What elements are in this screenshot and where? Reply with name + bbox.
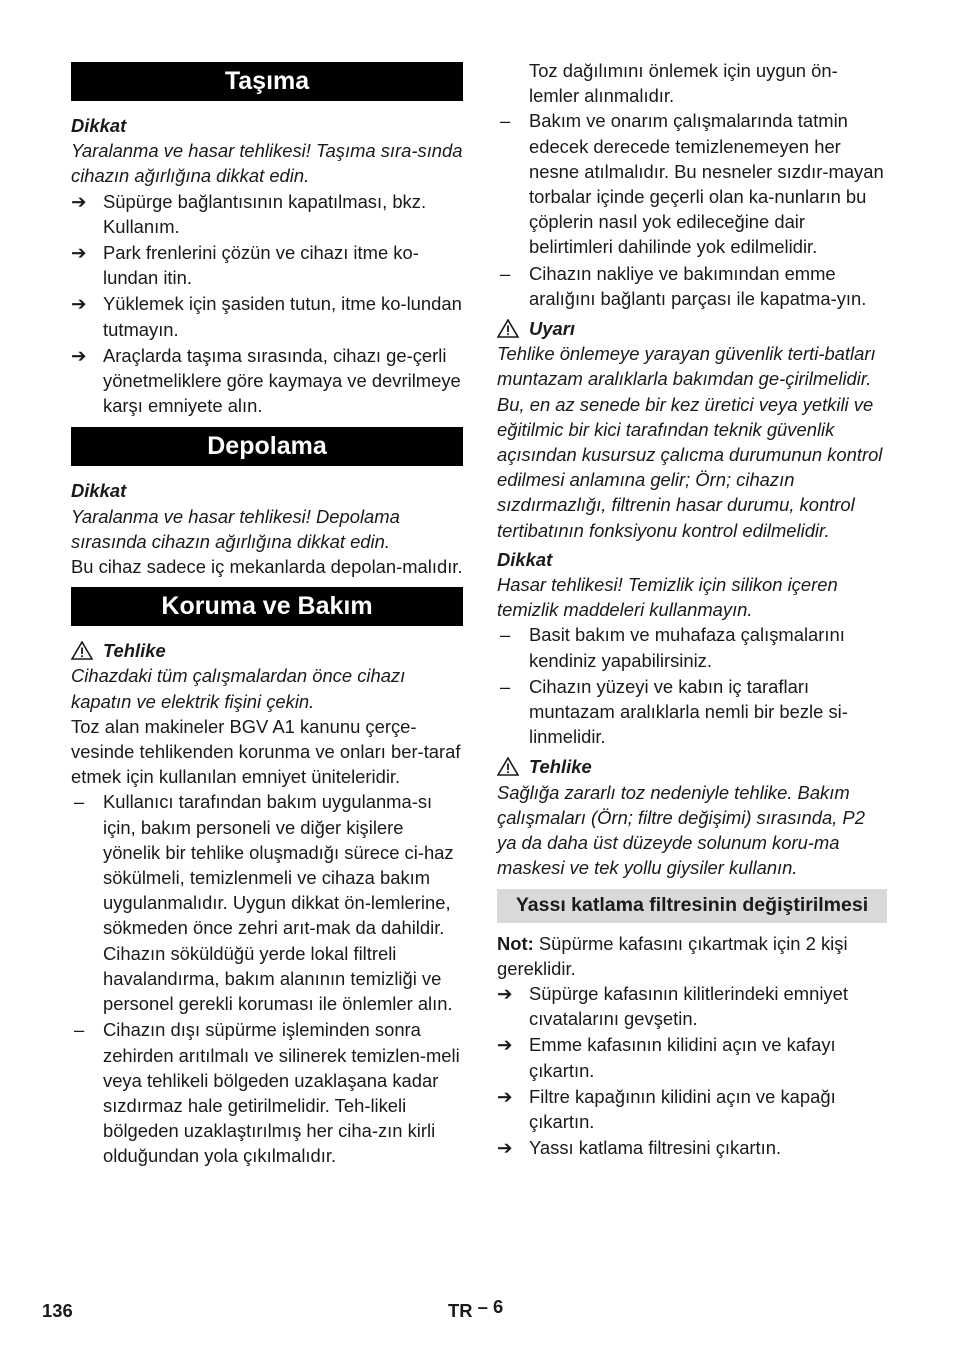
- arrow-right-icon: ➔: [497, 1085, 513, 1107]
- not-label: Not:: [497, 932, 534, 954]
- list-item: – Cihazın yüzeyi ve kabın iç tarafları muntazam aralıklarla nemli bir bezle si-linmelidir.: [500, 675, 848, 748]
- tehlike-2-text: Sağlığa zararlı toz nedeniyle tehlike. Bakım çalışmaları (Örn; filtre değişimi) sırasında, P2 ya da daha üst düzeyde solunum koru-ma maskesi ve tek yollu giysiler kullanın.: [497, 781, 865, 879]
- label-dikkat-1: Dikkat: [71, 115, 127, 136]
- list-item: ➔ Park frenlerini çözün ve cihazı itme ko-lundan itin.: [71, 242, 419, 289]
- warning-triangle-icon: [497, 319, 519, 338]
- list-item: ➔ Araçlarda taşıma sırasında, cihazı ge-çerli yönetmeliklere göre kaymaya ve devrilmeye karşı emniyete alın.: [71, 344, 461, 417]
- list-item: ➔ Süpürge kafasının kilitlerindeki emniyet cıvatalarını gevşetin.: [497, 982, 848, 1030]
- tasima-steps: [71, 189, 463, 419]
- yassi-steps: [497, 981, 887, 1160]
- left-column: [71, 62, 463, 1170]
- list-item: ➔ Yüklemek için şasiden tutun, itme ko-lundan tutmayın.: [71, 293, 462, 340]
- depolama-text: Bu cihaz sadece iç mekanlarda depolan-malıdır.: [71, 556, 463, 578]
- heading-yassi-filtre: Yassı katlama filtresinin değiştirilmesi: [497, 889, 887, 923]
- continuation-text: Toz dağılımını önlemek için uygun ön-lemler alınmalıdır.: [529, 60, 838, 107]
- dikkat-1-text: Yaralanma ve hasar tehlikesi! Taşıma sıra-sında cihazın ağırlığına dikkat edin.: [71, 140, 463, 187]
- label-dikkat-2: Dikkat: [71, 480, 127, 502]
- arrow-right-icon: ➔: [71, 293, 87, 315]
- dash-marker: –: [500, 624, 511, 646]
- label-tehlike-2: Tehlike: [497, 754, 887, 779]
- heading-koruma-bakim: Koruma ve Bakım: [71, 587, 463, 626]
- list-item: – Cihazın dışı süpürme işleminden sonra zehirden arıtılmalı ve silinerek temizlen-meli veya tehlikeli bölgeden uzaklaşana kadar sızdırmaz hale getirilmelidir. Teh-likeli bölgeden uzaklaştırılmış her ciha-zın kirli olduğundan yola çıkılmalıdır.: [74, 1019, 460, 1167]
- arrow-right-icon: ➔: [497, 1137, 513, 1159]
- arrow-right-icon: ➔: [71, 190, 87, 212]
- list-item: ➔ Emme kafasının kilidini açın ve kafayı çıkartın.: [497, 1034, 836, 1081]
- footer-section-label: [448, 1298, 503, 1323]
- list-item: ➔ Filtre kapağının kilidini açın ve kapağı çıkartın.: [497, 1085, 836, 1132]
- dash-marker: –: [500, 110, 511, 132]
- right-dash-list-1: [497, 108, 887, 311]
- not-text: Süpürme kafasını çıkartmak için 2 kişi gereklidir.: [497, 932, 848, 979]
- list-item: – Basit bakım ve muhafaza çalışmalarını kendiniz yapabilirsiniz.: [500, 624, 845, 671]
- dikkat-2-text: Yaralanma ve hasar tehlikesi! Depolama sırasında cihazın ağırlığına dikkat edin.: [71, 505, 400, 552]
- dikkat-3-text: Hasar tehlikesi! Temizlik için silikon içeren temizlik maddeleri kullanmayın.: [497, 574, 838, 621]
- label-uyari: Uyarı: [497, 316, 887, 341]
- uyari-text: Tehlike önlemeye yarayan güvenlik terti-batları muntazam aralıklarla bakımdan ge-çirilmelidir. Bu, en az senede bir kez üretici veya yetkili ve eğitilmic bir kici tarafından teknik güvenlik açısından kusursuz çalıcma durumunun kontrol edilmesi anlamına gelir; Örn; cihazın sızdırmazlığı, filtrenin hasar durumu, kontrol tertibatının fonksiyonu kontrol edilmelidir.: [497, 343, 883, 541]
- arrow-right-icon: ➔: [71, 344, 87, 366]
- dash-marker: –: [500, 262, 511, 284]
- list-item: – Cihazın nakliye ve bakımından emme aralığını bağlantı parçası ile kapatma-yın.: [500, 262, 867, 309]
- koruma-dash-list: [71, 789, 463, 1168]
- list-item: – Bakım ve onarım çalışmalarında tatmin edecek derecede temizlenemeyen her nesne atılmalıdır. Bu nesneler sızdır-mayan torbalar içinde geçerli olan ka-nunların bu çöplerin nasıl yok edileceğine dair belirtimleri dahilinde yok edilmelidir.: [500, 110, 884, 258]
- not-paragraph: [497, 931, 887, 981]
- language-code: TR: [448, 1300, 473, 1321]
- label-tehlike-1: Tehlike: [71, 638, 463, 663]
- label-dikkat-3: Dikkat: [497, 548, 553, 570]
- dash-marker: –: [74, 1019, 85, 1041]
- dash-marker: –: [500, 675, 511, 697]
- warning-triangle-icon: [497, 757, 519, 776]
- warning-triangle-icon: [71, 641, 93, 660]
- list-item: ➔ Yassı katlama filtresini çıkartın.: [497, 1135, 887, 1160]
- list-item: ➔ Süpürge bağlantısının kapatılması, bkz. Kullanım.: [71, 190, 427, 237]
- right-column: [497, 58, 887, 1161]
- arrow-right-icon: ➔: [497, 982, 513, 1004]
- arrow-right-icon: ➔: [71, 242, 87, 264]
- dash-marker: –: [74, 791, 85, 813]
- heading-tasima: Taşıma: [71, 62, 463, 101]
- tehlike-1-text: Cihazdaki tüm çalışmalardan önce cihazı kapatın ve elektrik fişini çekin.: [71, 665, 406, 712]
- list-item: – Kullanıcı tarafından bakım uygulanma-sı için, bakım personeli ve diğer kişilere yönelik bir tehlike oluşmadığı sürece ci-haz sökülmeli, temizlenmeli ve cihaza bakım uygulanmalıdır. Uygun dikkat ön-lemlerine, sökmeden önce zehri arıt-mak da dahildir. Cihazın söküldüğü yerde lokal filtreli havalandırma, bakım alanının temizliği ve personel gerekli koruması ile önlemler alın.: [74, 791, 454, 1015]
- page-number: 136: [42, 1300, 73, 1321]
- right-dash-list-2: [497, 622, 887, 749]
- heading-depolama: Depolama: [71, 427, 463, 466]
- section-number: – 6: [477, 1296, 504, 1317]
- arrow-right-icon: ➔: [497, 1034, 513, 1056]
- bgv-text: Toz alan makineler BGV A1 kanunu çerçe-vesinde tehlikenden korunma ve onları ber-taraf etmek için kullanılan emniyet üniteleridir.: [71, 715, 461, 788]
